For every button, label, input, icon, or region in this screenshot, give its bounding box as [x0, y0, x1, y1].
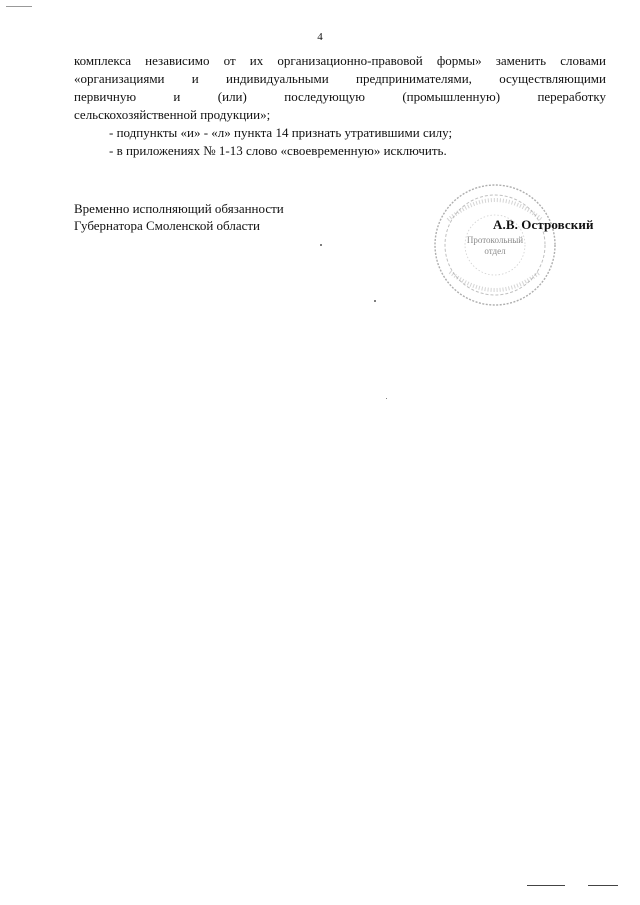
word: (промышленную): [402, 89, 501, 104]
body-line-2: [74, 70, 606, 88]
body-text: [74, 52, 606, 160]
word: последующую: [284, 89, 365, 104]
word: и: [191, 71, 199, 86]
signer-title-line-2: Губернатора Смоленской области: [74, 218, 261, 233]
scan-speck: [386, 398, 387, 399]
word: от: [223, 53, 236, 68]
scan-speck: [374, 300, 376, 302]
word: осуществляющими: [499, 71, 606, 86]
word: (или): [217, 89, 247, 104]
word: организационно-правовой: [277, 53, 423, 68]
body-line-1: [74, 52, 606, 70]
word: формы»: [436, 53, 482, 68]
signer-title-line-1: Временно исполняющий обязанности: [74, 201, 284, 216]
stamp-center-line-2: отдел: [484, 246, 506, 256]
word: независимо: [145, 53, 210, 68]
stamp-center-line-1: Протокольный: [466, 235, 524, 245]
body-line-4: сельскохозяйственной продукции»;: [74, 107, 271, 122]
word: и: [173, 89, 181, 104]
page-number: 4: [317, 31, 323, 43]
word: «организациями: [74, 71, 165, 86]
footer-line: [588, 885, 618, 886]
scan-speck: [320, 244, 322, 246]
signer-name: А.В. Островский: [493, 217, 594, 232]
list-item-2: - в приложениях № 1-13 слово «своевременную» исключить.: [109, 143, 447, 158]
word: заменить: [495, 53, 547, 68]
word: словами: [560, 53, 606, 68]
word: первичную: [74, 89, 137, 104]
body-line-3: [74, 88, 606, 106]
signer-title: [74, 200, 284, 234]
word: переработку: [537, 89, 606, 104]
word: индивидуальными: [226, 71, 329, 86]
footer-line: [527, 885, 565, 886]
word: их: [249, 53, 264, 68]
scan-corner-mark: [6, 6, 32, 7]
official-stamp: [430, 180, 560, 310]
word: предпринимателями,: [356, 71, 472, 86]
word: комплекса: [74, 53, 132, 68]
list-item-1: - подпункты «и» - «л» пункта 14 признать утратившими силу;: [109, 125, 453, 140]
